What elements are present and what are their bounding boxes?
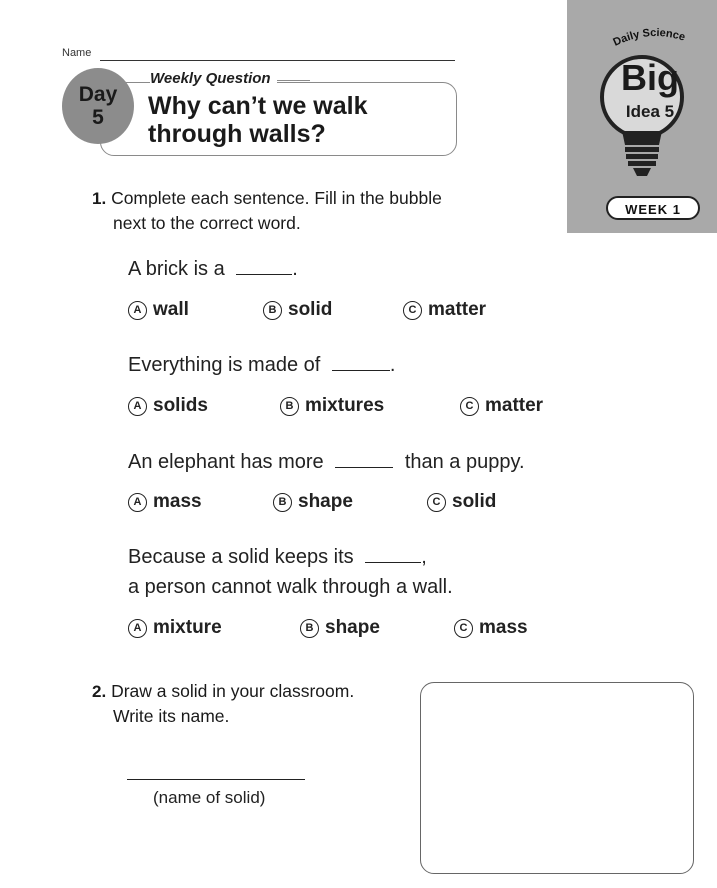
day-number: 5 — [92, 106, 104, 129]
question-2-prompt — [92, 679, 354, 704]
day-badge — [62, 68, 134, 144]
week-badge: WEEK 1 — [606, 196, 700, 220]
bubble-c-icon[interactable]: C — [460, 397, 479, 416]
answer-option[interactable] — [128, 491, 202, 513]
question-line-2: through walls? — [148, 120, 326, 148]
bubble-b-icon[interactable]: B — [300, 619, 319, 638]
answer-option[interactable] — [128, 299, 189, 321]
option-label: wall — [153, 299, 189, 320]
option-label: solids — [153, 395, 208, 416]
solid-name-caption: (name of solid) — [153, 788, 266, 807]
answer-option[interactable] — [128, 395, 208, 417]
sentence-4 — [128, 546, 427, 569]
option-label: mixture — [153, 617, 222, 638]
answer-option[interactable] — [454, 617, 528, 639]
option-label: mass — [153, 491, 202, 512]
bubble-a-icon[interactable]: A — [128, 619, 147, 638]
sentence-1-end: . — [292, 258, 298, 280]
question-2-line-2: Write its name. — [113, 706, 230, 726]
bubble-c-icon[interactable]: C — [427, 493, 446, 512]
sentence-4-line-2: a person cannot walk through a wall. — [128, 576, 453, 598]
sentence-2-text: Everything is made of — [128, 354, 321, 376]
sentence-1-text: A brick is a — [128, 258, 225, 280]
sentence-3 — [128, 451, 525, 474]
series-label: Daily Science — [611, 26, 687, 49]
question-1-line-1: Complete each sentence. Fill in the bubble — [111, 188, 442, 208]
option-label: mass — [479, 617, 528, 638]
option-label: solid — [452, 491, 497, 512]
bubble-b-icon[interactable]: B — [280, 397, 299, 416]
answer-option[interactable] — [273, 491, 353, 513]
sentence-1-blank — [236, 260, 292, 275]
sentence-2 — [128, 354, 395, 377]
answer-option[interactable] — [280, 395, 384, 417]
sentence-1 — [128, 258, 298, 281]
question-1-prompt — [92, 186, 442, 211]
name-label: Name — [62, 47, 92, 59]
sentence-4-text: Because a solid keeps its — [128, 546, 354, 568]
sentence-3-text: An elephant has more — [128, 451, 324, 473]
day-word: Day — [78, 83, 118, 106]
bubble-a-icon[interactable]: A — [128, 493, 147, 512]
option-label: matter — [428, 299, 487, 320]
question-2-line-1: Draw a solid in your classroom. — [111, 681, 355, 701]
bubble-b-icon[interactable]: B — [263, 301, 282, 320]
option-label: shape — [298, 491, 353, 512]
answer-option[interactable] — [460, 395, 543, 417]
bubble-b-icon[interactable]: B — [273, 493, 292, 512]
answer-option[interactable] — [300, 617, 380, 639]
answer-option[interactable] — [263, 299, 332, 321]
sentence-4-blank — [365, 548, 421, 563]
question-line-1: Why can’t we walk — [148, 92, 368, 120]
sentence-3-end: than a puppy. — [404, 451, 525, 473]
question-1-line-2: next to the correct word. — [113, 213, 301, 233]
answer-option[interactable] — [427, 491, 496, 513]
weekly-question-title — [148, 92, 368, 148]
answer-option[interactable] — [128, 617, 222, 639]
svg-text:Daily Science — [611, 27, 686, 49]
solid-name-line[interactable] — [127, 779, 305, 780]
bubble-a-icon[interactable]: A — [128, 301, 147, 320]
option-label: shape — [325, 617, 380, 638]
question-2-number: 2. — [92, 682, 107, 701]
option-label: matter — [485, 395, 544, 416]
question-1-number: 1. — [92, 189, 107, 208]
option-label: mixtures — [305, 395, 385, 416]
drawing-box[interactable] — [420, 682, 694, 874]
sentence-2-blank — [332, 356, 390, 371]
bubble-c-icon[interactable]: C — [403, 301, 422, 320]
idea-label: Idea 5 — [625, 102, 675, 121]
bubble-a-icon[interactable]: A — [128, 397, 147, 416]
big-label: Big — [621, 57, 679, 98]
sentence-2-end: . — [389, 354, 396, 376]
name-input-line[interactable] — [100, 60, 455, 61]
option-label: solid — [288, 299, 333, 320]
sentence-3-blank — [335, 453, 393, 468]
weekly-question-label: Weekly Question — [150, 70, 277, 87]
sentence-4-end: , — [421, 546, 427, 568]
bubble-c-icon[interactable]: C — [454, 619, 473, 638]
answer-option[interactable] — [403, 299, 486, 321]
daily-science-arc-text — [600, 22, 710, 52]
